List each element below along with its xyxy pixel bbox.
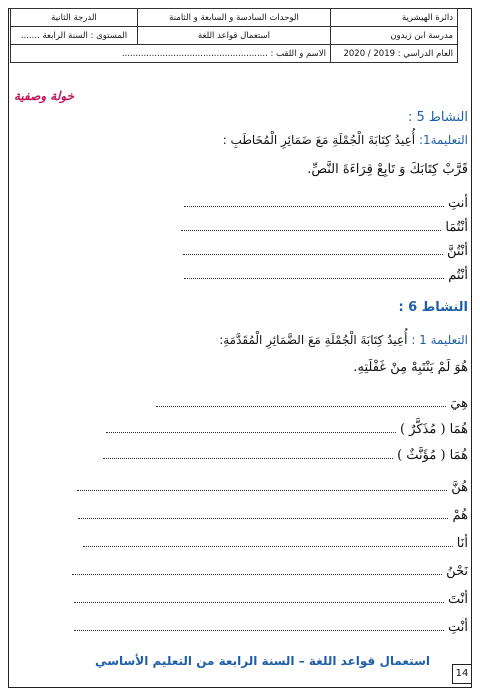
answer-blank[interactable] (181, 220, 441, 231)
answer-blank[interactable] (72, 564, 442, 575)
answer-blank[interactable] (74, 592, 444, 603)
activity6-answer-line[interactable] (83, 536, 468, 551)
pronoun-label: هُمَا ( مُذَكَّرٌ ) (399, 422, 468, 437)
answer-blank[interactable] (156, 396, 446, 407)
activity5-instruction-text: أُعِيدُ كِتَابَةَ الْجُمْلَةِ مَعَ ضَمَائِرِ الْمُخَاطَبِ : (222, 133, 416, 147)
activity5-answer-line[interactable] (184, 268, 468, 283)
answer-blank[interactable] (183, 244, 443, 255)
pronoun-label: هُمَا ( مُؤَنَّثٌ ) (397, 448, 468, 463)
activity5-instruction (223, 133, 468, 147)
activity6-answer-line[interactable] (74, 592, 468, 607)
activity5-sentence: قَرَّبْ كِتَابَكَ وَ تَابِعْ قِرَاءَةَ النَّصِّ. (307, 162, 468, 177)
activity6-answer-line[interactable] (103, 448, 468, 463)
answer-blank[interactable] (184, 268, 444, 279)
activity6-answer-line[interactable] (78, 508, 468, 523)
activity5-instruction-label: التعليمة1: (418, 133, 468, 147)
activity6-answer-line[interactable] (106, 422, 468, 437)
answer-blank[interactable] (77, 480, 447, 491)
header-district: دائرة الهيشرية (331, 9, 458, 27)
activity5-answer-line[interactable] (184, 196, 468, 211)
activity5-title: النشاط 5 : (407, 110, 468, 125)
author-signature: خولة وصفية (14, 89, 74, 103)
activity6-answer-line[interactable] (72, 564, 468, 579)
answer-blank[interactable] (78, 508, 448, 519)
header-school: مدرسة ابن زيدون (331, 27, 458, 45)
pronoun-label: أنَا (456, 536, 468, 551)
activity6-instruction-text: أُعِيدُ كِتَابَةَ الْجُمْلَةِ مَعَ الضَّمَائِرِ الْمُقَدَّمَةِ: (219, 333, 408, 347)
activity5-answer-line[interactable] (183, 244, 468, 259)
activity6-title: النشاط 6 : (398, 300, 468, 315)
header-table (10, 8, 458, 63)
pronoun-label: أنتِ (448, 196, 468, 211)
pronoun-label: هِيَ (450, 396, 468, 411)
answer-blank[interactable] (184, 196, 444, 207)
page-footer: استعمال قواعد اللغة – السنة الرابعة من التعليم الأساسي (95, 654, 430, 668)
activity6-sentence: هُوَ لَمْ يَنْتَبِهْ مِنْ غَفْلَتِهِ. (353, 360, 468, 375)
activity6-instruction-label: التعليمة 1 : (411, 333, 468, 347)
pronoun-label: أنْتُمَا (445, 220, 468, 235)
activity6-answer-line[interactable] (77, 480, 468, 495)
pronoun-label: هُمْ (452, 508, 468, 523)
activity6-instruction (219, 333, 468, 347)
activity6-answer-line[interactable] (74, 620, 468, 635)
page-number: 14 (452, 664, 472, 684)
page-frame (8, 8, 472, 688)
pronoun-label: نَحْنُ (446, 564, 468, 579)
header-name-field[interactable]: الاسم و اللقب : ...................................................... (11, 45, 331, 63)
header-units: الوحدات السادسة و السابعة و الثامنة (138, 9, 331, 27)
activity5-answer-line[interactable] (181, 220, 468, 235)
activity6-answer-line[interactable] (156, 396, 468, 411)
answer-blank[interactable] (83, 536, 453, 547)
header-subject: استعمال قواعد اللغة (138, 27, 331, 45)
pronoun-label: أنْتَ (448, 592, 468, 607)
header-school-year: العام الدراسي : 2019 / 2020 (331, 45, 458, 63)
header-level: المستوى : السنة الرابعة ....... (11, 27, 138, 45)
pronoun-label: أنْتُم (448, 268, 468, 283)
answer-blank[interactable] (106, 422, 396, 433)
answer-blank[interactable] (74, 620, 444, 631)
pronoun-label: هُنَّ (451, 480, 468, 495)
header-grade: الدرجة الثانية (11, 9, 138, 27)
pronoun-label: أنْتِ (448, 620, 468, 635)
pronoun-label: أنْتُنَّ (446, 244, 468, 259)
answer-blank[interactable] (103, 448, 393, 459)
